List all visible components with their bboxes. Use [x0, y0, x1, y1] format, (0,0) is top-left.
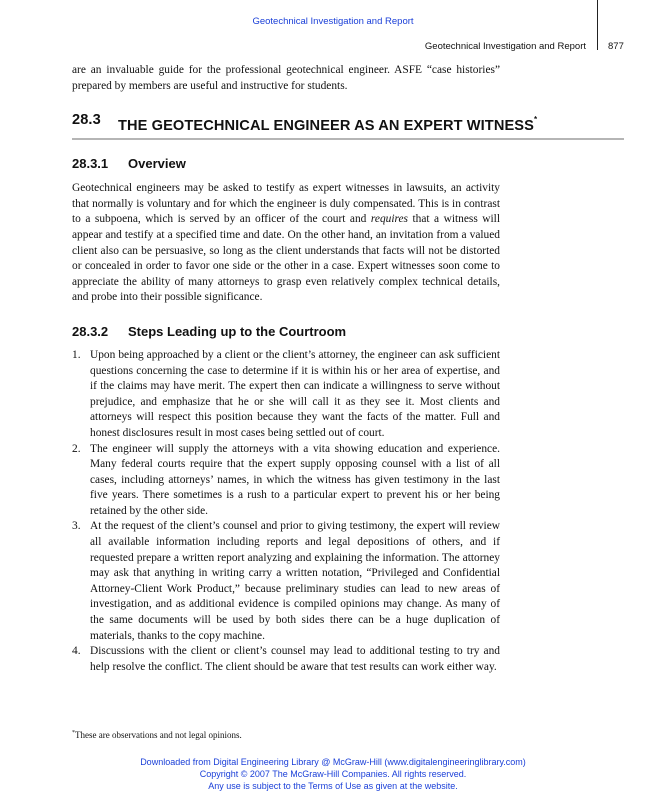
overview-paragraph: Geotechnical engineers may be asked to testify as expert witnesses in lawsuits, an activity that normally is voluntary and for which the engineer is duly compensated. This is in contrast to a subpoena, which is served by an officer of the court and requires that a witness will appear and testify at a specified time and date. On the other hand, an invitation from a valued client also can be persuasive, so long as the client understands that facts will not be distorted or concealed in order to favor one side or the other in a case. Expert witnesses soon come to appreciate the ability of many attorneys to grasp even relatively complex technical details, and probe into their possible significance. [72, 182, 500, 304]
footer-download-line[interactable]: Downloaded from Digital Engineering Library @ McGraw-Hill (www.digitalengineeringlibrary.com) [140, 757, 526, 767]
page-body [72, 63, 538, 675]
subsection-number: 28.3.1 [72, 156, 109, 172]
subsection-number: 28.3.2 [72, 323, 109, 339]
list-item: 3. At the request of the client’s counsel and prior to giving testimony, the expert will review all available information including reports and legal depositions of others, and if requested prepare a written report analyzing and explaining the information. The attorney may ask that anything in writing carry a written notation, “Privileged and Confidential Attorney-Client Work Product,” because preliminary studies can lead to new areas of investigation, and as additional evidence is compiled opinions may change. As many of the same documents will be used by both sides there can be a huge duplication of materials, thanks to the copy machine. [72, 520, 500, 642]
running-head: Geotechnical Investigation and Report [424, 41, 586, 52]
copyright-footer [0, 756, 666, 792]
emphasis-requires: requires [370, 213, 408, 226]
list-item: 2. The engineer will supply the attorneys with a vita showing education and experience. Many federal courts require that the expert supply opposing counsel with a list of all cases, including attorneys’ names, in which the witness has given testimony in the last five years. There sometimes is a rush to a particular expert to prevent his or her being retained by the other side. [72, 442, 500, 517]
footnote: *These are observations and not legal opinions. [72, 730, 242, 740]
subsection-title: Steps Leading up to the Courtroom [128, 323, 347, 339]
top-banner: Geotechnical Investigation and Report [252, 16, 414, 27]
subsection-title: Overview [128, 156, 186, 172]
section-title: THE GEOTECHNICAL ENGINEER AS AN EXPERT WITNESS* [118, 115, 538, 135]
section-heading [72, 111, 624, 140]
section-number: 28.3 [72, 112, 101, 129]
footer-copyright-line: Copyright © 2007 The McGraw-Hill Companies. All rights reserved. [199, 769, 467, 779]
list-item: 1. Upon being approached by a client or the client’s attorney, the engineer can ask sufficient questions concerning the case to determine if it is within his or her area of expertise, and if the claims may have merit. The expert then can indicate a willingness to serve without prejudice, and emphasize that he or she will call it as they see it. Most clients and attorneys will respect this position because they want the facts of the matter. Full and honest disclosures result in most cases being settled out of court. [72, 348, 500, 439]
footnote-mark: * [72, 730, 75, 736]
subsection-heading-overview [72, 156, 500, 172]
page-number: 877 [608, 41, 624, 52]
intro-paragraph: are an invaluable guide for the professional geotechnical engineer. ASFE “case histories” prepared by members are useful and instructive for students. [72, 64, 500, 92]
section-footnote-mark: * [533, 115, 538, 125]
steps-list [72, 348, 500, 675]
list-item: 4. Discussions with the client or client’s counsel may lead to additional testing to try and help resolve the conflict. The client should be aware that test results can work either way. [72, 645, 500, 673]
footer-terms-line[interactable]: Any use is subject to the Terms of Use as given at the website. [208, 781, 458, 791]
subsection-heading-steps [72, 324, 500, 340]
header-vertical-rule [597, 0, 598, 50]
